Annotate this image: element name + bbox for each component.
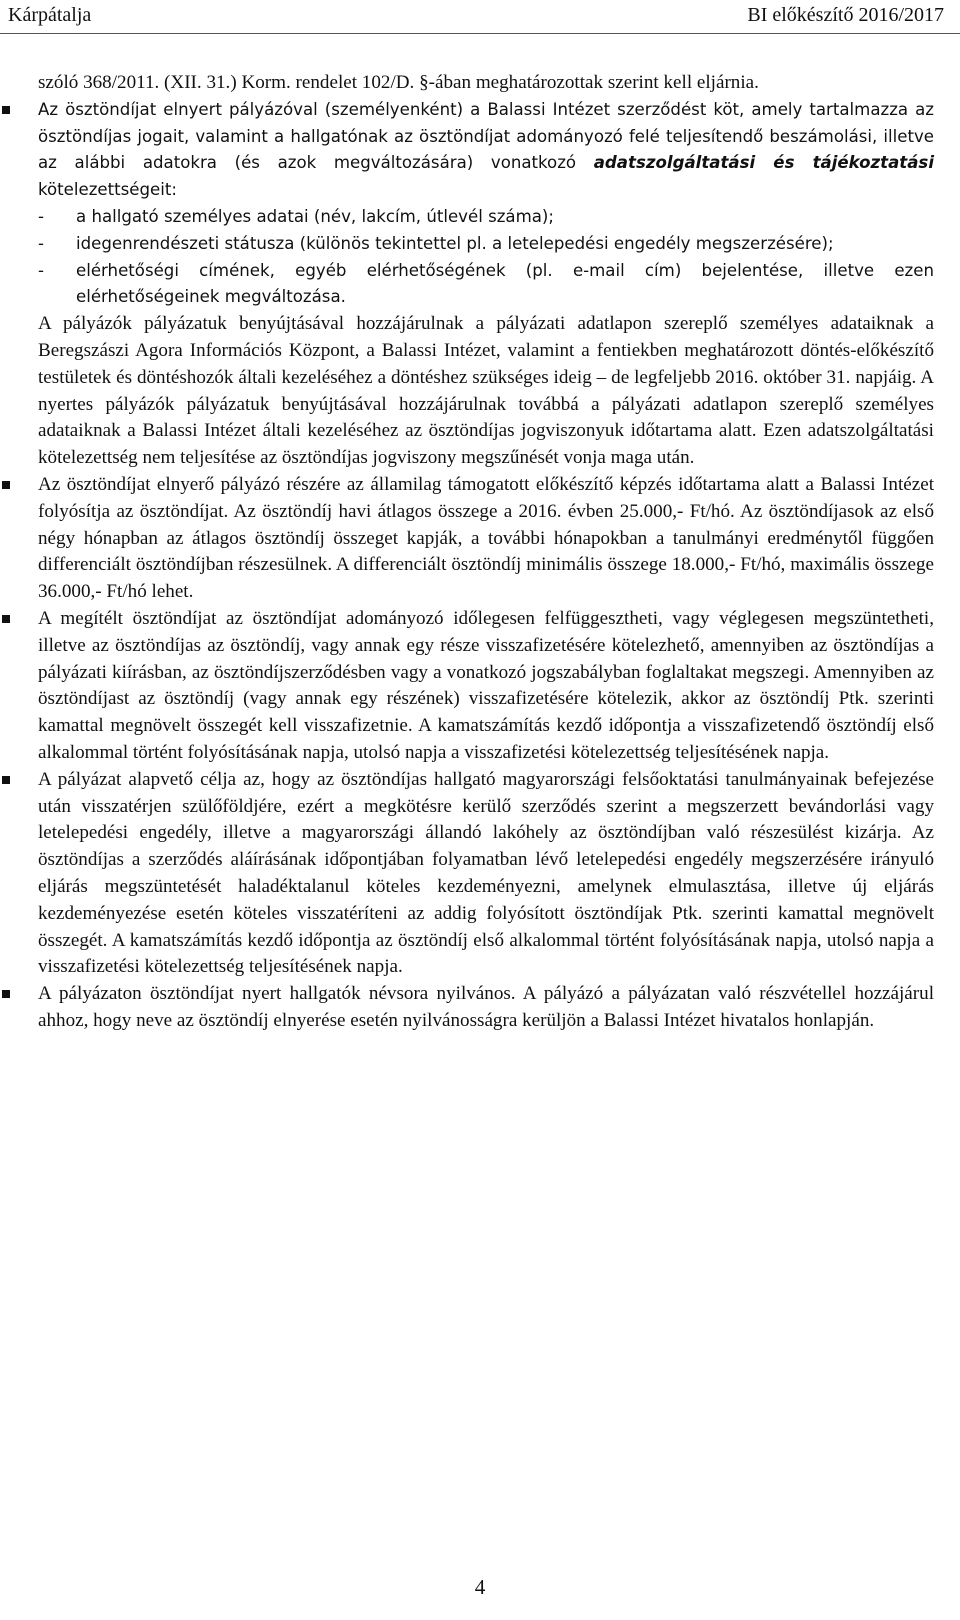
bullet-square-icon [2, 106, 10, 114]
dash-marker: - [38, 233, 44, 253]
header-divider [0, 33, 960, 34]
bullet-square-icon [2, 615, 10, 623]
header-region: Kárpátalja [8, 4, 92, 26]
bullet-text: A pályázat alapvető célja az, hogy az ösztöndíjas hallgató magyarországi felsőoktatási tanulmányainak befejezése után visszatérjen szülőföldjére, ezért a megkötésre kerülő szerződés szerint a megszerzett bevándorlási vagy letelepedési engedély, illetve a magyarországi állandó lakóhely az ösztöndíjban való részesülést kizárja. Az ösztöndíjas a szerződés aláírásának időpontjában folyamatban lévő letelepedési engedély megszerzésére irányuló eljárás megszüntetését haladéktalanul köteles kezdeményezni, amelynek elmulasztása, illetve új eljárás kezdeményezése esetén köteles visszatéríteni az addig folyósított ösztöndíjak Ptk. szerinti kamattal megnövelt összegét. A kamatszámítás kezdő időpontja az ösztöndíj első alkalommal történt folyósításának napja, utolsó napja a visszafizetési kötelezettség teljesítésének napja. [38, 768, 934, 978]
dash-item-text: idegenrendészeti státusza (különös tekintettel pl. a letelepedési engedély megszerzésére); [76, 233, 834, 253]
dash-item-text: a hallgató személyes adatai (név, lakcím, útlevél száma); [76, 206, 554, 226]
bullet-text: A pályázaton ösztöndíjat nyert hallgatók névsora nyilvános. A pályázó a pályázatan való részvétellel hozzájárul ahhoz, hogy neve az ösztöndíj elnyerése esetén nyilvánosságra kerüljön a Balassi Intézet hivatalos honlapján. [38, 983, 934, 1031]
bullet-text: Az ösztöndíjat elnyerő pályázó részére az államilag támogatott előkészítő képzés időtartama alatt a Balassi Intézet folyósítja az ösztöndíjat. Az ösztöndíj havi átlagos összege a 2016. évben 25.000,- Ft/hó. Az ösztöndíjasok az első négy hónapban az átlagos ösztöndíj összeget kapják, a további hónapokban a tanulmányi eredménytől függően differenciált ösztöndíjban részesülnek. A differenciált ösztöndíj minimális összege 18.000,- Ft/hó, maximális összege 36.000,- Ft/hó lehet. [38, 473, 934, 603]
dash-list-item [38, 258, 934, 312]
bullet-item-contract [38, 97, 934, 472]
bullet-square-icon [2, 481, 10, 489]
dash-item-text: elérhetőségi címének, egyéb elérhetőségének (pl. e-mail cím) bejelentése, illetve ezen elérhetőségeinek megváltozása. [76, 260, 934, 307]
dash-list-item [38, 204, 934, 231]
document-body [38, 70, 934, 1035]
dash-marker: - [38, 260, 44, 280]
header-program-title: BI előkészítő 2016/2017 [747, 4, 944, 26]
bullet-item-publicity [38, 981, 934, 1035]
bullet-square-icon [2, 776, 10, 784]
dash-list-item [38, 231, 934, 258]
consent-paragraph: A pályázók pályázatuk benyújtásával hozzájárulnak a pályázati adatlapon szereplő személyes adataiknak a Beregszászi Agora Információs Központ, a Balassi Intézet, valamint a fentiekben meghatározott döntés-előkészítő testületek és döntéshozók általi kezeléséhez a döntéshez szükséges ideig – de legfeljebb 2016. október 31. napjáig. A nyertes pályázók pályázatuk benyújtásával hozzájárulnak továbbá a pályázati adatlapon szereplő személyes adataiknak a Balassi Intézet általi kezeléséhez az ösztöndíjas jogviszonyuk időtartama alatt. Ezen adatszolgáltatási kötelezettség nem teljesítése az ösztöndíjas jogviszony megszűnését vonja maga után. [38, 313, 934, 469]
bullet-item-suspension [38, 606, 934, 767]
bullet-text-part: kötelezettségeit: [38, 180, 177, 200]
dash-marker: - [38, 206, 44, 226]
bullet-item-purpose [38, 767, 934, 981]
page-header [0, 0, 960, 34]
bullet-text-part: Az ösztöndíjat elnyert pályázóval (személyenként) a Balassi Intézet szerződést köt, amely tartalmazza az ösztöndíjas jogait, valamint a hallgatónak az ösztöndíjat adományozó felé teljesítendő beszámolási, illetve az alábbi adatokra (és azok megváltozására) vonatkozó [38, 99, 934, 173]
page-number: 4 [474, 1575, 486, 1599]
bullet-text [38, 97, 934, 204]
paragraph-continuation: szóló 368/2011. (XII. 31.) Korm. rendelet 102/D. §-ában meghatározottak szerint kell eljárnia. [38, 72, 759, 93]
bullet-square-icon [2, 990, 10, 998]
bullet-text: A megítélt ösztöndíjat az ösztöndíjat adományozó időlegesen felfüggesztheti, vagy véglegesen megszüntetheti, illetve az ösztöndíjas az ösztöndíj, vagy annak egy része visszafizetésére kötelezhető, amennyiben az ösztöndíjas a pályázati kiírásban, az ösztöndíjszerződésben vagy a vonatkozó jogszabályban foglaltakat megszegi. Amennyiben az ösztöndíjast az ösztöndíj (vagy annak egy részének) visszafizetésére kötelezik, akkor az ösztöndíj Ptk. szerinti kamattal megnövelt összegét kell visszafizetnie. A kamatszámítás kezdő időpontja a visszafizetendő ösztöndíj első alkalommal történt folyósításának napja, utolsó napja a visszafizetési kötelezettség teljesítésének napja. [38, 607, 934, 763]
bullet-item-payment [38, 472, 934, 606]
emphasis-text: adatszolgáltatási és tájékoztatási [593, 153, 935, 173]
